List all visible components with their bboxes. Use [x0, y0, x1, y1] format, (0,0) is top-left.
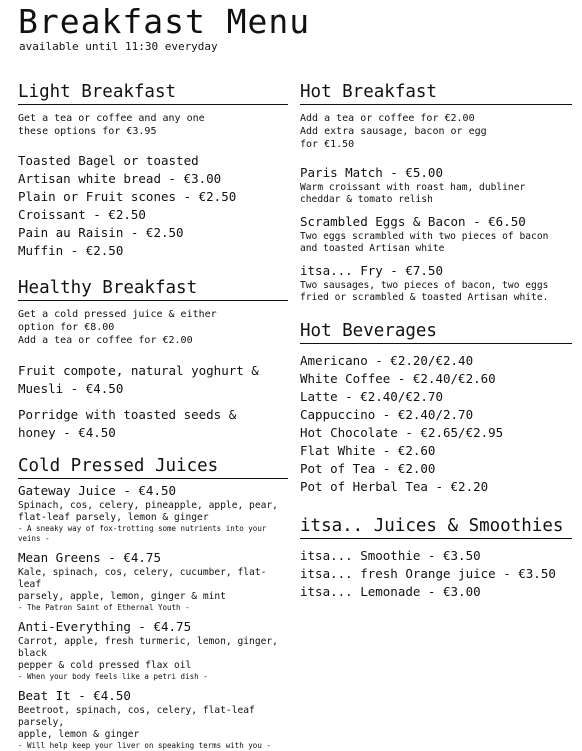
juice-tagline: - When your body feels like a petri dish -	[18, 672, 208, 681]
juice-desc: pepper & cold pressed flax oil	[18, 660, 192, 671]
item-name: Scrambled Eggs & Bacon - €6.50	[300, 214, 526, 229]
healthy-breakfast-section	[18, 278, 288, 442]
item-desc: Two sausages, two pieces of bacon, two eggs	[300, 280, 549, 291]
section-heading: Light Breakfast	[18, 82, 288, 105]
beverage-item: Latte - €2.40/€2.70	[300, 389, 443, 404]
smoothie-item: itsa... Lemonade - €3.00	[300, 584, 481, 599]
menu-item: Croissant - €2.50	[18, 207, 146, 222]
section-note	[18, 112, 288, 138]
beverage-item: White Coffee - €2.40/€2.60	[300, 371, 496, 386]
item-list	[300, 352, 572, 496]
juices-smoothies-section	[300, 516, 572, 601]
item-desc: and toasted Artisan white	[300, 243, 445, 254]
note-line: for €1.50	[300, 139, 355, 150]
note-line: Get a tea or coffee and any one	[18, 113, 205, 124]
menu-item: Muffin - €2.50	[18, 243, 124, 258]
juice-desc: Carrot, apple, fresh turmeric, lemon, ginger, black	[18, 636, 278, 659]
note-line: these options for €3.95	[18, 126, 157, 137]
menu-item	[300, 164, 572, 206]
menu-title: Breakfast Menu	[18, 2, 311, 41]
section-note	[18, 308, 288, 347]
juice-desc: flat-leaf parsely, lemon & ginger	[18, 512, 209, 523]
beverage-item: Hot Chocolate - €2.65/€2.95	[300, 425, 504, 440]
juice-name: Beat It - €4.50	[18, 688, 131, 703]
menu-item: Plain or Fruit scones - €2.50	[18, 189, 237, 204]
juice-desc: Spinach, cos, celery, pineapple, apple, pear,	[18, 500, 278, 511]
item-name: Paris Match - €5.00	[300, 165, 443, 180]
juice-desc: Kale, spinach, cos, celery, cucumber, flat-leaf	[18, 567, 267, 590]
item-desc: Two eggs scrambled with two pieces of bacon	[300, 231, 549, 242]
menu-item: Pain au Raisin - €2.50	[18, 225, 184, 240]
left-column	[18, 82, 288, 751]
section-heading: itsa.. Juices & Smoothies	[300, 516, 572, 539]
item-list	[18, 152, 288, 260]
menu-item: Muesli - €4.50	[18, 381, 124, 396]
note-line: Add a tea or coffee for €2.00	[300, 113, 475, 124]
smoothie-item: itsa... fresh Orange juice - €3.50	[300, 566, 556, 581]
juice-name: Gateway Juice - €4.50	[18, 483, 177, 498]
juice-tagline: - The Patron Saint of Ethernal Youth -	[18, 603, 190, 612]
menu-item: Toasted Bagel or toasted	[18, 153, 199, 168]
section-note	[300, 112, 572, 151]
menu-subtitle: available until 11:30 everyday	[19, 40, 218, 53]
juice-desc: parsely, apple, lemon, ginger & mint	[18, 591, 226, 602]
juice-tagline: - A sneaky way of fox-trotting some nutrients into your veins -	[18, 524, 267, 543]
beverage-item: Americano - €2.20/€2.40	[300, 353, 474, 368]
juice-tagline: - Will help keep your liver on speaking terms with you -	[18, 741, 271, 750]
menu-item: honey - €4.50	[18, 425, 116, 440]
note-line: Add a tea or coffee for €2.00	[18, 335, 193, 346]
item-name: itsa... Fry - €7.50	[300, 263, 443, 278]
smoothie-item: itsa... Smoothie - €3.50	[300, 548, 481, 563]
menu-item: Artisan white bread - €3.00	[18, 171, 222, 186]
juice-desc: apple, lemon & ginger	[18, 729, 140, 740]
juice-name: Anti-Everything - €4.75	[18, 619, 192, 634]
light-breakfast-section	[18, 82, 288, 260]
juice-desc: Beetroot, spinach, cos, celery, flat-leaf parsely,	[18, 705, 255, 728]
beverage-item: Cappuccino - €2.40/2.70	[300, 407, 474, 422]
note-line: Add extra sausage, bacon or egg	[300, 126, 487, 137]
juice-item	[18, 549, 288, 613]
right-column	[300, 82, 572, 601]
note-line: option for €8.00	[18, 322, 115, 333]
cold-pressed-juices-section	[18, 456, 288, 751]
item-list	[18, 362, 288, 442]
hot-beverages-section	[300, 321, 572, 496]
item-desc: cheddar & tomato relish	[300, 194, 433, 205]
beverage-item: Flat White - €2.60	[300, 443, 436, 458]
section-heading: Hot Breakfast	[300, 82, 572, 105]
beverage-item: Pot of Tea - €2.00	[300, 461, 436, 476]
juice-item	[18, 482, 288, 544]
menu-item: Fruit compote, natural yoghurt &	[18, 363, 259, 378]
juice-item	[18, 687, 288, 751]
item-desc: fried or scrambled & toasted Artisan white.	[300, 292, 549, 303]
beverage-item: Pot of Herbal Tea - €2.20	[300, 479, 489, 494]
section-heading: Healthy Breakfast	[18, 278, 288, 301]
menu-item: Porridge with toasted seeds &	[18, 407, 237, 422]
section-heading: Hot Beverages	[300, 321, 572, 344]
item-desc: Warm croissant with roast ham, dubliner	[300, 182, 526, 193]
juice-item	[18, 618, 288, 682]
note-line: Get a cold pressed juice & either	[18, 309, 217, 320]
item-list	[300, 547, 572, 601]
menu-item	[300, 213, 572, 255]
juice-name: Mean Greens - €4.75	[18, 550, 161, 565]
section-heading: Cold Pressed Juices	[18, 456, 288, 479]
hot-breakfast-section	[300, 82, 572, 304]
menu-item	[300, 262, 572, 304]
